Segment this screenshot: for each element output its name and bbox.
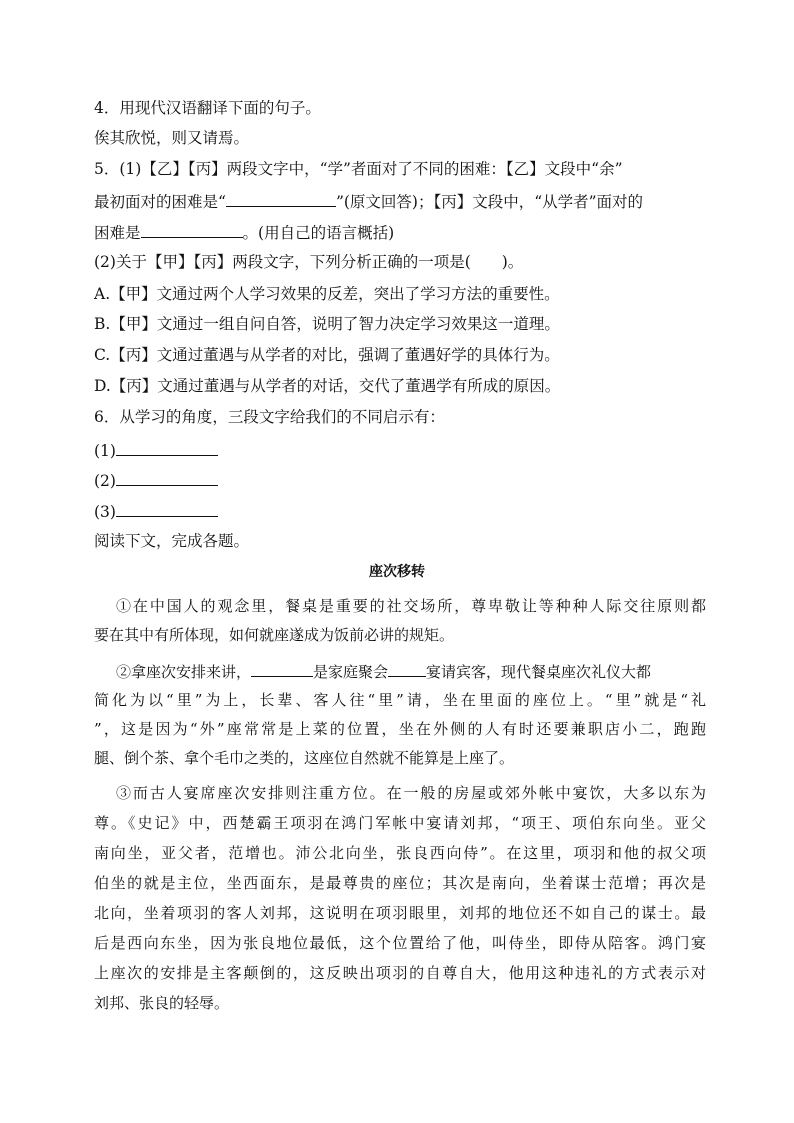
article-p2-line1	[94, 661, 706, 682]
q6-item-label: (1)	[94, 442, 116, 460]
article-p3-line: 后是西向东坐，因为张良地位最低，这个位置给了他，叫侍坐，即侍从陪客。鸿门宴	[94, 934, 706, 952]
q5-part1-line1: 5．(1)【乙】【丙】两段文字中，“学”者面对了不同的困难：【乙】文段中“余”	[94, 160, 623, 178]
article-p3-line: 刘邦、张良的轻辱。	[94, 994, 230, 1012]
q5-option-a: A.【甲】文通过两个人学习效果的反差，突出了学习方法的重要性。	[94, 285, 560, 303]
q5-line2-text-b: ”(原文回答)；【丙】文段中，“从学者”面对的	[335, 193, 644, 211]
answer-blank[interactable]	[251, 661, 313, 677]
q5-option-b: B.【甲】文通过一组自问自答，说明了智力决定学习效果这一道理。	[94, 315, 560, 333]
answer-blank[interactable]	[116, 500, 218, 517]
q5-option-d: D.【丙】文通过董遇与从学者的对话，交代了董遇学有所成的原因。	[94, 377, 561, 395]
p2-text-c: 宴请宾客，现代餐桌座次礼仪大都	[426, 663, 652, 681]
q4-sentence: 俟其欣悦，则又请焉。	[94, 129, 250, 147]
q5-part2-stem: (2)关于【甲】【丙】两段文字，下列分析正确的一项是( )。	[94, 253, 524, 271]
article-p3-line: 上座次的安排是主客颠倒的，这反映出项羽的自尊自大，他用这种违礼的方式表示对	[94, 964, 706, 982]
article-title: 座次移转	[369, 564, 425, 580]
q6-item-2	[94, 469, 704, 491]
p2-text-b: 是家庭聚会	[313, 663, 389, 681]
article-p1-line: ①在中国人的观念里，餐桌是重要的社交场所，尊卑敬让等种种人际交往原则都	[116, 597, 706, 615]
q6-prompt: 6．从学习的角度，三段文字给我们的不同启示有：	[94, 408, 445, 426]
q6-item-label: (2)	[94, 472, 116, 490]
answer-blank[interactable]	[141, 221, 243, 238]
article-p3-line: 尊。《史记》中，西楚霸王项羽在鸿门军帐中宴请刘邦，“项王、项伯东向坐。亚父	[94, 814, 706, 832]
answer-blank[interactable]	[116, 439, 218, 456]
q5-option-c: C.【丙】文通过董遇与从学者的对比，强调了董遇好学的具体行为。	[94, 346, 560, 364]
answer-blank[interactable]	[388, 661, 426, 677]
p2-text-a: ②拿座次安排来讲，	[116, 663, 252, 681]
article-p2-line: 腿、倒个茶、拿个毛巾之类的，这座位自然就不能算是上座了。	[94, 749, 515, 767]
reading-instruction: 阅读下文，完成各题。	[94, 532, 250, 550]
q5-line3-text-b: 。(用自己的语言概括)	[242, 224, 395, 242]
article-p1-line: 要在其中有所体现，如何就座遂成为饭前必讲的规矩。	[94, 626, 455, 644]
article-p3-line: 北向，坐着项羽的客人刘邦，这说明在项羽眼里，刘邦的地位还不如自己的谋士。最	[94, 904, 706, 922]
q5-part1-line3	[94, 221, 704, 243]
q5-line3-text-a: 困难是	[94, 224, 141, 242]
answer-blank[interactable]	[226, 190, 336, 207]
article-p2-line: 简化为以“里”为上，长辈、客人往“里”请，坐在里面的座位上。“里”就是“礼	[94, 691, 706, 709]
q4-prompt: 4．用现代汉语翻译下面的句子。	[94, 99, 321, 117]
answer-blank[interactable]	[116, 469, 218, 486]
q6-item-3	[94, 500, 704, 522]
article-p3-line: 伯坐的就是主位，坐西面东，是最尊贵的座位；其次是南向，坐着谋士范增；再次是	[94, 874, 706, 892]
article-p3-line: ③而古人宴席座次安排则注重方位。在一般的房屋或郊外帐中宴饮，大多以东为	[116, 784, 706, 802]
q5-line2-text-a: 最初面对的困难是“	[94, 193, 226, 211]
q5-part1-line2	[94, 190, 704, 212]
article-p2-line: ”，这是因为“外”座常常是上菜的位置，坐在外侧的人有时还要兼职店小二，跑跑	[94, 720, 706, 738]
article-p3-line: 南向坐，亚父者，范增也。沛公北向坐，张良西向侍”。在这里，项羽和他的叔父项	[94, 844, 706, 862]
q6-item-label: (3)	[94, 503, 116, 521]
q6-item-1	[94, 439, 704, 461]
